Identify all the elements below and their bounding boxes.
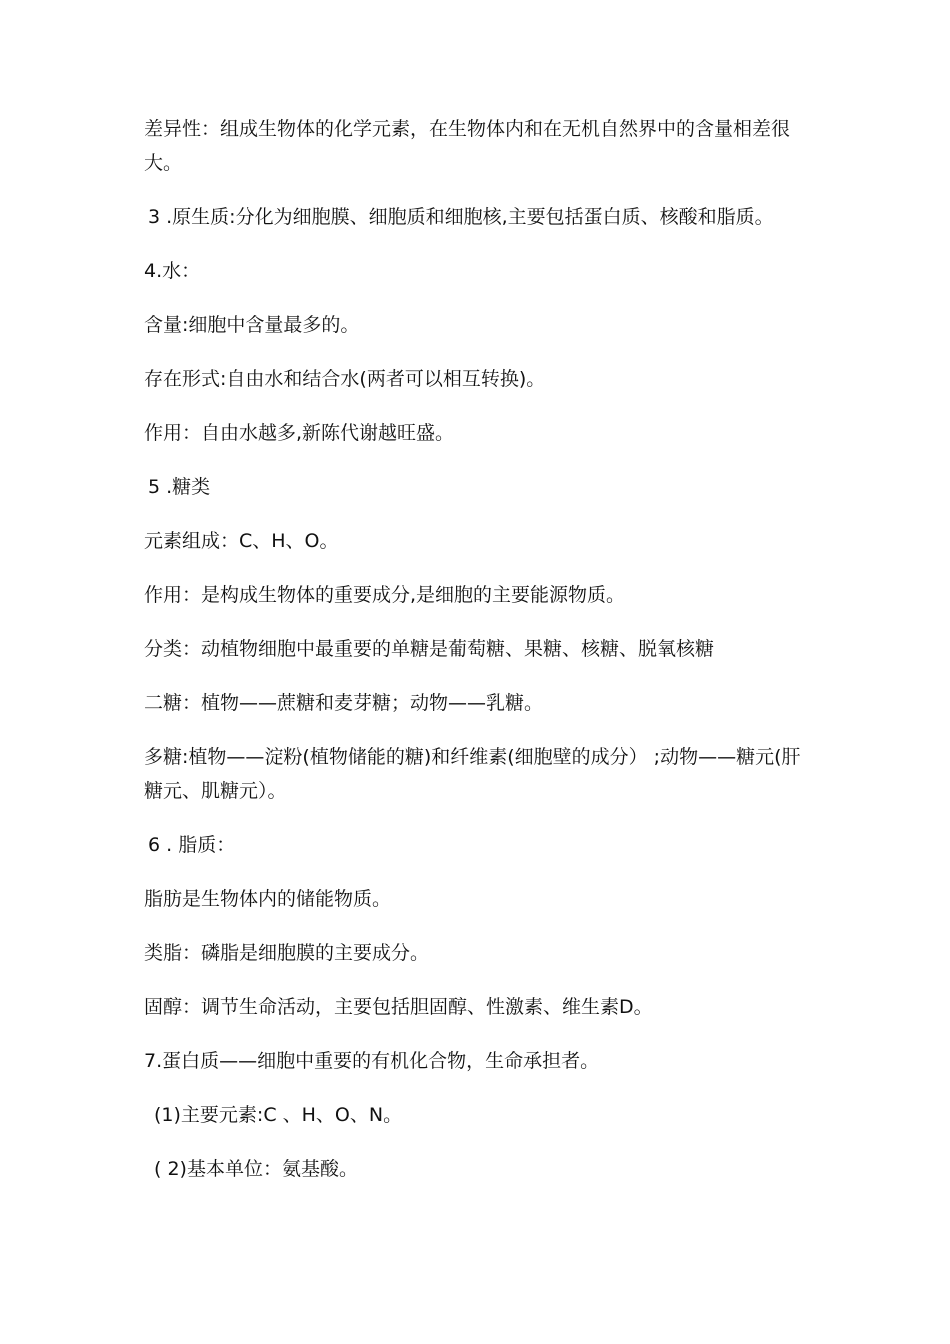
paragraph-lipoids: 类脂：磷脂是细胞膜的主要成分。 xyxy=(144,942,430,964)
paragraph-protein-unit: ( 2)基本单位：氨基酸。 xyxy=(154,1158,358,1180)
paragraph-disaccharides: 二糖：植物——蔗糖和麦芽糖；动物——乳糖。 xyxy=(144,692,544,714)
heading-lipids: 6 . 脂质： xyxy=(148,834,236,856)
paragraph-water-function: 作用：自由水越多,新陈代谢越旺盛。 xyxy=(144,422,455,444)
paragraph-polysaccharides: 多糖:植物——淀粉(植物储能的糖)和纤维素(细胞壁的成分） ;动物——糖元(肝糖元、肌糖元）。 xyxy=(144,746,801,802)
paragraph-protoplasm: 3 .原生质:分化为细胞膜、细胞质和细胞核,主要包括蛋白质、核酸和脂质。 xyxy=(148,206,774,228)
heading-sugars: 5 .糖类 xyxy=(148,476,211,498)
paragraph-diversity: 差异性：组成生物体的化学元素，在生物体内和在无机自然界中的含量相差很大。 xyxy=(144,118,791,174)
heading-water: 4.水： xyxy=(144,260,201,282)
paragraph-protein-elements: (1)主要元素:C 、H、O、N。 xyxy=(154,1104,403,1126)
paragraph-water-forms: 存在形式:自由水和结合水(两者可以相互转换)。 xyxy=(144,368,546,390)
paragraph-water-content: 含量:细胞中含量最多的。 xyxy=(144,314,360,336)
paragraph-fat: 脂肪是生物体内的储能物质。 xyxy=(144,888,392,910)
heading-protein: 7.蛋白质——细胞中重要的有机化合物，生命承担者。 xyxy=(144,1050,600,1072)
paragraph-sugar-classification: 分类：动植物细胞中最重要的单糖是葡萄糖、果糖、核糖、脱氧核糖 xyxy=(144,638,715,660)
paragraph-sugar-function: 作用：是构成生物体的重要成分,是细胞的主要能源物质。 xyxy=(144,584,626,606)
document-body xyxy=(144,112,814,1206)
paragraph-sterols: 固醇：调节生命活动，主要包括胆固醇、性激素、维生素D。 xyxy=(144,996,653,1018)
paragraph-sugar-elements: 元素组成：C、H、O。 xyxy=(144,530,339,552)
